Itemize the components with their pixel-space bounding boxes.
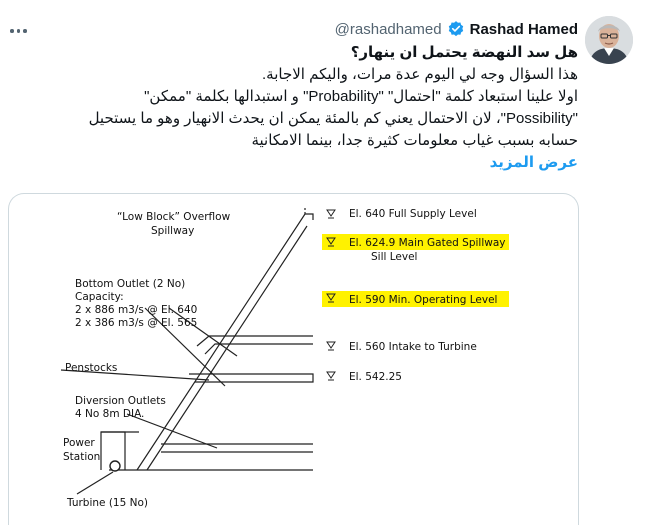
bottom-outlet-label-3: 2 x 886 m3/s @ El. 640 — [75, 304, 198, 316]
more-dot-icon — [10, 29, 14, 33]
level-54225-label: El. 542.25 — [349, 371, 402, 383]
tweet-line: هذا السؤال وجه لي اليوم عدة مرات، واليكم الاجابة. — [261, 66, 578, 83]
turbine-label: Turbine (15 No) — [67, 497, 148, 509]
bottom-outlet-label-4: 2 x 386 m3/s @ El. 565 — [75, 317, 198, 329]
avatar[interactable] — [585, 16, 633, 64]
tweet-line: اولا علينا استبعاد كلمة "احتمال" "Probability" و استبدالها بكلمة "ممكن" — [144, 88, 578, 105]
level-640-label: El. 640 Full Supply Level — [349, 208, 477, 220]
penstocks-label: Penstocks — [65, 362, 118, 374]
level-590-label: El. 590 Min. Operating Level — [349, 294, 498, 306]
level-6249-sill-label: Sill Level — [371, 251, 418, 263]
user-handle[interactable]: @rashadhamed — [334, 20, 442, 38]
tweet-header — [335, 20, 578, 38]
level-560-label: El. 560 Intake to Turbine — [349, 341, 477, 353]
power-station-label-1: Power — [63, 437, 95, 449]
tweet-line: حسابه بسبب غياب معلومات كثيرة جدا، بينما الامكانية — [251, 132, 578, 149]
more-options-button[interactable] — [10, 22, 32, 40]
diversion-label-2: 4 No 8m DIA. — [75, 408, 145, 420]
tweet-line: "Possibility"، لان الاحتمال يعني كم بالمئة يمكن ان يحدث الانهيار وهو ما يستحيل — [88, 110, 578, 127]
tweet-title: هل سد النهضة يحتمل ان ينهار؟ — [350, 44, 578, 61]
tweet-image[interactable] — [8, 193, 579, 525]
diversion-label-1: Diversion Outlets — [75, 395, 166, 407]
more-dot-icon — [23, 29, 27, 33]
power-station-label-2: Station — [63, 451, 101, 463]
level-6249-label: El. 624.9 Main Gated Spillway — [349, 237, 506, 249]
dam-cross-section-diagram — [9, 194, 579, 525]
low-block-label-2: Spillway — [151, 225, 195, 237]
verified-badge-icon — [447, 20, 465, 38]
bottom-outlet-label-2: Capacity: — [75, 291, 124, 303]
avatar-portrait-icon — [585, 16, 633, 64]
display-name[interactable]: Rashad Hamed — [469, 20, 578, 38]
turbine-icon — [110, 461, 120, 471]
show-more-link[interactable]: عرض المزيد — [489, 154, 578, 171]
more-dot-icon — [17, 29, 21, 33]
bottom-outlet-label-1: Bottom Outlet (2 No) — [75, 278, 186, 290]
low-block-label-1: “Low Block” Overflow — [117, 211, 231, 223]
tweet-text — [68, 42, 578, 174]
